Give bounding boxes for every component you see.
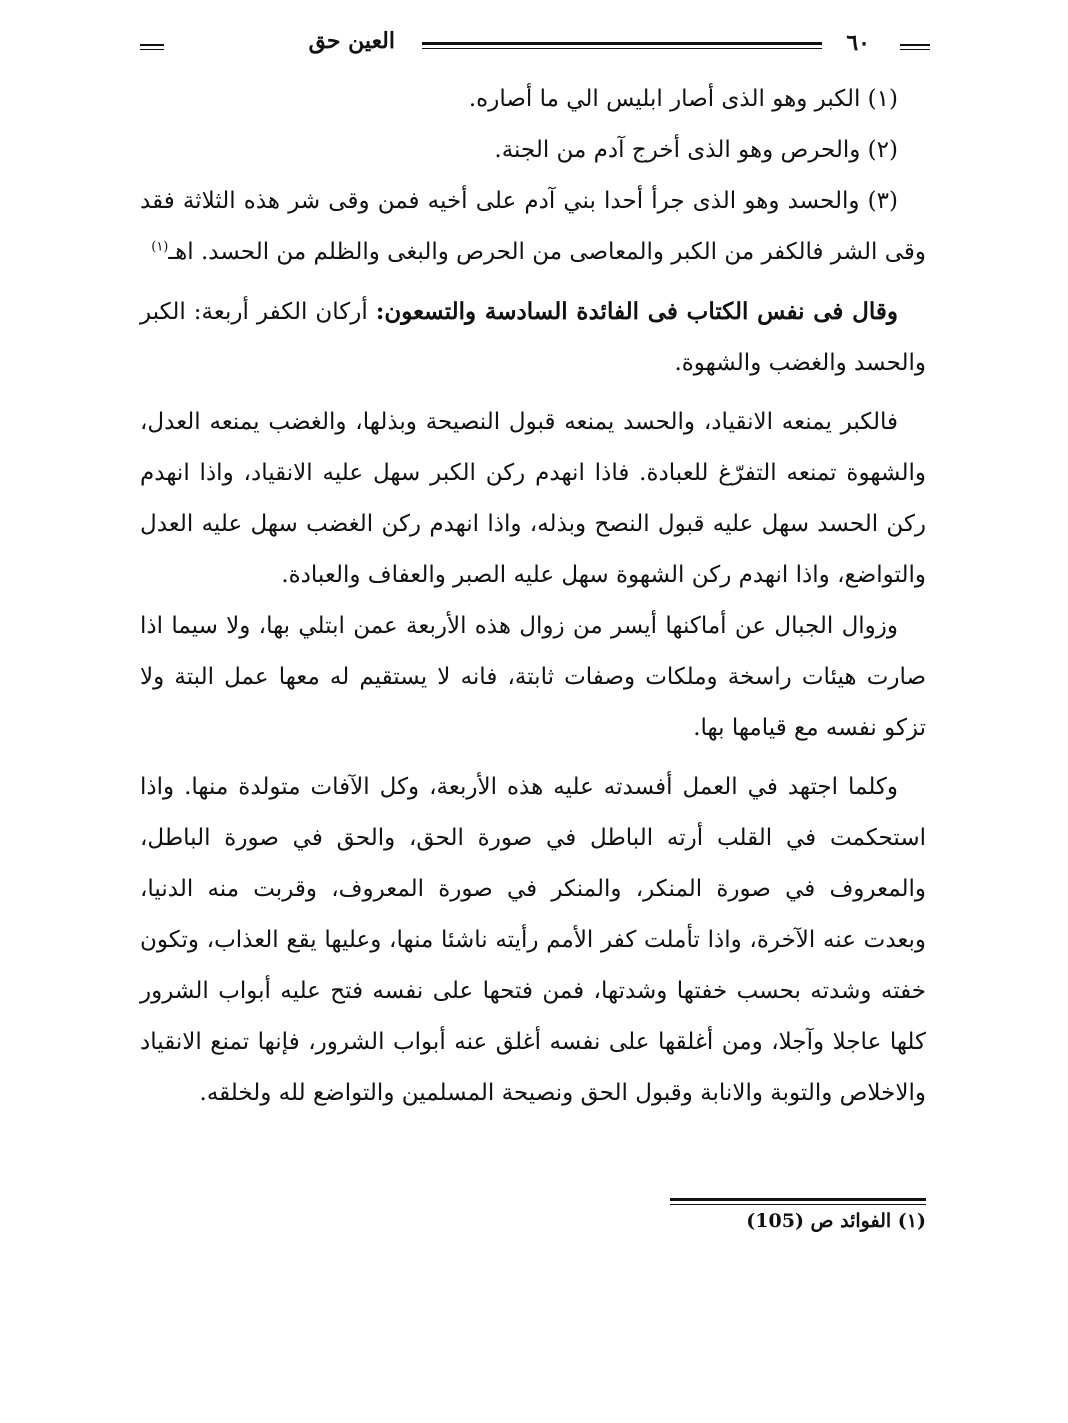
paragraph-list-item-3: [140, 176, 926, 278]
running-header: [140, 28, 930, 58]
paragraph-quote-intro-text: أركان الكفر أربعة: الكبر والحسد والغضب والشهوة.: [140, 299, 926, 376]
paragraph-mountains: وزوال الجبال عن أماكنها أيسر من زوال هذه الأربعة عمن ابتلي بها، ولا سيما اذا صارت هيئات راسخة وملكات وصفات ثابتة، فانه لا يستقيم له معها عمل البتة ولا تزكو نفسه مع قيامها بها.: [140, 613, 926, 741]
paragraph-list-item-2: (٢) والحرص وهو الذى أخرج آدم من الجنة.: [494, 137, 898, 163]
footnote-reference[interactable]: (١): [151, 239, 169, 255]
header-rule-left: [140, 44, 164, 50]
paragraph-gap: [140, 389, 926, 397]
header-rule-center: [422, 42, 822, 49]
footnote-separator: [670, 1198, 926, 1205]
paragraph-quote-intro: [140, 286, 926, 389]
paragraph-conclusion: وكلما اجتهد في العمل أفسدته عليه هذه الأربعة، وكل الآفات متولدة منها. واذا استحكمت في القلب أرته الباطل في صورة الحق، والحق في صورة الباطل، والمعروف في صورة المنكر، والمنكر في صورة المعروف، وقربت منه الدنيا، وبعدت عنه الآخرة، واذا تأملت كفر الأمم رأيته ناشئا منها، وعليها يقع العذاب، وتكون خفته وشدته بحسب خفتها وشدتها، فمن فتحها على نفسه فتح عليه أبواب الشرور كلها عاجلا وآجلا، ومن أغلقها على نفسه أغلق عنه أبواب الشرور، فإنها تمنع الانقياد والاخلاص والتوبة والانابة وقبول الحق ونصيحة المسلمين والتواضع لله ولخلقه.: [140, 774, 926, 1106]
paragraph-gap: [140, 754, 926, 762]
paragraph-list-item-3-text: (٣) والحسد وهو الذى جرأ أحدا بني آدم على أخيه فمن وقى شر هذه الثلاثة فقد وقى الشر فالكفر من الكبر والمعاصى من الحرص والبغى والظلم من الحسد. اهـ: [140, 188, 926, 265]
running-title: العين حق: [308, 28, 395, 54]
body-text: [140, 74, 926, 1119]
paragraph-lead-bold: وقال فى نفس الكتاب فى الفائدة السادسة والتسعون:: [375, 298, 898, 325]
paragraph-list-item-1: (١) الكبر وهو الذى أصار ابليس الي ما أصاره.: [468, 86, 898, 112]
page-number: ٦٠: [846, 30, 870, 56]
footnote: (١) الفوائد ص (105): [746, 1210, 926, 1232]
paragraph-explanation: فالكبر يمنعه الانقياد، والحسد يمنعه قبول النصيحة وبذلها، والغضب يمنعه العدل، والشهوة تمنعه التفرّغ للعبادة. فاذا انهدم ركن الكبر سهل عليه الانقياد، واذا انهدم ركن الحسد سهل عليه قبول النصح وبذله، واذا انهدم ركن الغضب سهل عليه العدل والتواضع، واذا انهدم ركن الشهوة سهل عليه الصبر والعفاف والعبادة.: [140, 409, 926, 588]
header-rule-right: [900, 44, 930, 50]
paragraph-gap: [140, 278, 926, 286]
